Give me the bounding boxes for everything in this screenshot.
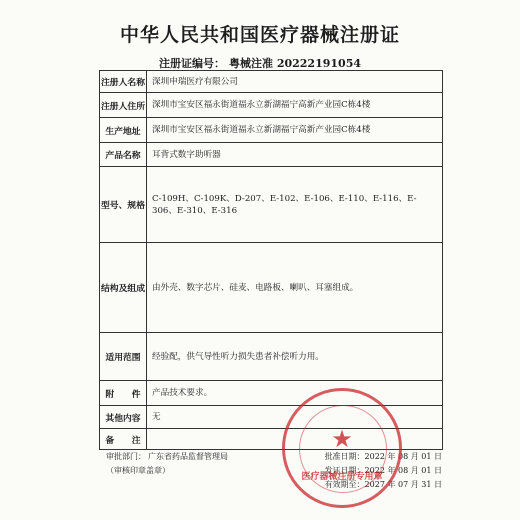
table-row [100, 71, 443, 93]
row-value-models: C-109H、C-109K、D-207、E-102、E-106、E-110、E-116、E-306、E-310、E-316 [147, 167, 443, 243]
row-value-address: 深圳市宝安区福永街道福永立新湖福宁高新产业园C栋4楼 [147, 93, 443, 118]
approval-dept: 广东省药品监督管理局 [148, 452, 228, 461]
row-label-registrant: 注册人名称 [100, 71, 147, 93]
row-label-address: 注册人住所 [100, 93, 147, 118]
star-icon: ★ [331, 425, 353, 453]
certificate-table [99, 70, 443, 450]
row-label-structure: 结构及组成 [100, 243, 147, 333]
table-row [100, 167, 443, 243]
row-value-attachment: 产品技术要求。 [147, 381, 443, 406]
valid-until: 有效期至：2027 年 07 月 31 日 [324, 480, 442, 489]
row-value-production-address: 深圳市宝安区福永街道福永立新湖福宁高新产业园C栋4楼 [147, 118, 443, 143]
row-value-other: 无 [147, 406, 443, 429]
table-row [100, 406, 443, 429]
row-value-product-name: 耳背式数字助听器 [147, 143, 443, 167]
registration-number [0, 55, 520, 71]
approval-date: 批准日期：2022 年 08 月 01 日 [324, 452, 442, 461]
table-row [100, 118, 443, 143]
table-row [100, 243, 443, 333]
certificate-footer [106, 451, 442, 493]
row-value-registrant: 深圳申瑞医疗有限公司 [147, 71, 443, 93]
row-label-scope: 适用范围 [100, 333, 147, 381]
table-row [100, 381, 443, 406]
row-label-product-name: 产品名称 [100, 143, 147, 167]
row-value-structure: 由外壳、数字芯片、硅麦、电路板、喇叭、耳塞组成。 [147, 243, 443, 333]
registration-number-value: 粤械注准 20222191054 [228, 57, 362, 70]
table-row [100, 143, 443, 167]
approval-dept-label: 审批部门： [106, 452, 146, 461]
row-label-remarks: 备 注 [100, 429, 147, 450]
row-label-attachment: 附 件 [100, 381, 147, 406]
seal-note: （审核印章盖章） [106, 466, 170, 475]
issue-date: 发证日期：2022 年 08 月 01 日 [324, 466, 442, 475]
table-row [100, 93, 443, 118]
table-row [100, 333, 443, 381]
row-label-other: 其他内容 [100, 406, 147, 429]
row-label-models: 型号、规格 [100, 167, 147, 243]
registration-number-label: 注册证编号： [158, 57, 225, 70]
row-label-production-address: 生产地址 [100, 118, 147, 143]
row-value-remarks [147, 429, 443, 450]
seal-text: 医疗器械注册专用章 [301, 472, 383, 482]
row-value-scope: 经验配，供气导性听力损失患者补偿听力用。 [147, 333, 443, 381]
table-row [100, 429, 443, 450]
certificate-title: 中华人民共和国医疗器械注册证 [119, 24, 400, 46]
